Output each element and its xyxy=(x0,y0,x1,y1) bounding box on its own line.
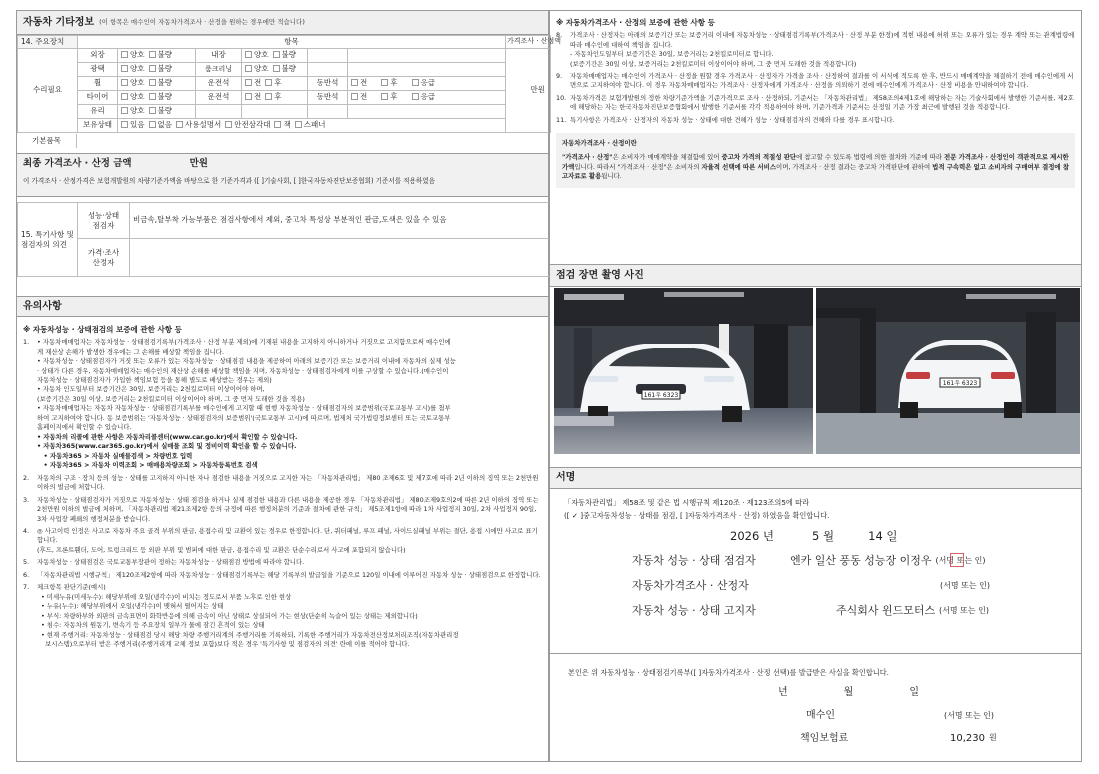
row-tire: 타이어 xyxy=(78,91,118,105)
photo-header xyxy=(550,264,1081,287)
guarantee-item-11: 11. 특기사항은 가격조사 · 산정자의 자동차 성능 · 상태에 대한 견해가 성능 · 상태점검자의 견해와 다를 경우 표시합니다. xyxy=(556,115,895,124)
note-body: "가격조사 · 산정"은 소비자가 매매계약을 체결함에 있어 중고차 가격의 적절성 판단에 참고할 수 있도록 법령에 의한 절차와 기준에 따라 전문 가격조사 · 산정인이 객관적으로 제시한 가액입니다. 따라서 "가격조사 · 산정"은 소비자의 자율적 선택에 따른 서비스이며, 가격조사 · 산정 결과는 중고차 가격판단에 관하여 법적 구속력은 없고 소비자의 구매여부 결정에 참고자료로 활용됩니다. xyxy=(562,152,1069,181)
main-devices-table: 14. 주요장치 항목 가격조사 · 산정액 수리필요 외장 양호 불량 내장 양호 불량 만원 광택 양호 불량 룸크리닝 양호 불량 휠 양호 불량 운전석 전 후 동반석 전 후 응급 타이어 양호 불량 운전석 전 후 동반석 전 후 응급 유리 양호 불량 보유상태 있음 없음 사용설명서 안전삼각대 잭 스패너 xyxy=(17,35,551,133)
row-wheel-driver: 운전석 xyxy=(196,77,242,91)
check-icon: ✓ xyxy=(571,510,578,520)
guarantee-section xyxy=(550,11,1081,125)
row-tire-passenger: 동반석 xyxy=(308,91,348,105)
sign-confirm-text: 중고자동차성능 · 상태를 점검, [ ]자동차가격조사 · 산정) 하였음을 확인합니다. xyxy=(583,510,830,520)
room-bad-checkbox[interactable] xyxy=(273,65,280,72)
tire-pass-front-checkbox[interactable] xyxy=(351,93,358,100)
row-tire-driver: 운전석 xyxy=(196,91,242,105)
plate-rear: 161우 6323 xyxy=(942,380,978,387)
inspector-name: 엔카 일산 풍동 성능장 이정우 xyxy=(790,553,932,567)
guarantee-item-8: 8. 가격조사 · 산정자는 아래의 보증기간 또는 보증거리 이내에 자동차성능 · 상태점검기록부(가격조사 · 산정 부분 한정)에 적힌 내용에 허위 또는 오류가 있는 경우 계약 또는 관계법령에 따라 매수인에 대하여 책임을 집니다. - 자동차인도일부터 보증기간은 30일, 보증거리는 2천킬로미터로 합니다. (보증기간은 30일 이상, 보증거리는 2천킬로미터 이상이어야 하며, 그 중 먼저 도래한 것을 적용합니다) xyxy=(556,31,1075,68)
perf-inspector-opinion: 비금속,탈부착 가능부품은 점검사항에서 제외, 중고차 특성상 부분적인 판금,도색은 있을 수 있음 xyxy=(130,203,550,239)
wheel-pass-front-checkbox[interactable] xyxy=(351,79,358,86)
section-subtitle: (이 항목은 매수인이 자동차가격조사 · 산정을 원하는 경우에만 적습니다) xyxy=(99,18,305,27)
repair-needed-label: 수리필요 xyxy=(18,49,78,133)
col-price-header: 가격조사 · 산정액 xyxy=(506,36,551,49)
spanner-checkbox[interactable] xyxy=(295,121,302,128)
premium-value: 10,230 xyxy=(950,732,985,744)
sign-date: 2026 년 5 월 14 일 xyxy=(730,529,898,544)
inspection-photo-front xyxy=(554,288,813,454)
final-price-unit: 만원 xyxy=(189,158,208,169)
row-wheel-passenger: 동반석 xyxy=(308,77,348,91)
caution-item-3: 3. 자동차성능 · 상태점검자가 거짓으로 자동차성능 · 상태 점검을 하거나 실제 점검한 내용과 다른 내용을 제공한 경우 「자동차관리법」 제80조제9호의2에 따른 2년 이하의 징역 또는 2천만원 이하의 벌금에 처하며, 「자동차관리법 제21조제2항 등의 규정에 따른 행정처분의 기준과 절차에 관한 규칙」 제5조제1항에 따라 1차 사업정지 30일, 2차 사업정지 90일, 3차 사업장 폐쇄의 행정처분을 받습니다. xyxy=(23,495,539,523)
triangle-checkbox[interactable] xyxy=(225,121,232,128)
left-column xyxy=(16,10,562,762)
final-price-box xyxy=(17,153,548,197)
tire-driver-rear-checkbox[interactable] xyxy=(265,93,272,100)
buyer-confirmation xyxy=(550,653,1081,745)
basic-items-label: 기본품목 xyxy=(17,134,77,148)
final-price-desc: 이 가격조사 · 산정가격은 보험개발원의 차량기준가액을 바탕으로 한 기준가격과 ([ ]기술사회, [ ]한국자동차진단보증협회) 기준서를 적용하였음 xyxy=(23,176,436,185)
signature-header xyxy=(550,467,1081,489)
row-gloss: 광택 xyxy=(78,63,118,77)
interior-good-checkbox[interactable] xyxy=(245,51,252,58)
room-good-checkbox[interactable] xyxy=(245,65,252,72)
row-wheel: 휠 xyxy=(78,77,118,91)
tire-pass-rear-checkbox[interactable] xyxy=(381,93,388,100)
photo-title: 점검 장면 촬영 사진 xyxy=(556,269,644,281)
glass-bad-checkbox[interactable] xyxy=(149,107,156,114)
sign-law-text: 「자동차관리법」 제58조 및 같은 법 시행규칙 제120조 · 제123조의5에 따라 xyxy=(564,498,810,507)
item14-label: 14. 주요장치 xyxy=(18,36,78,49)
exterior-bad-checkbox[interactable] xyxy=(149,51,156,58)
plate-front: 161우 6323 xyxy=(643,392,679,399)
row-roomcleaning: 룸크리닝 xyxy=(196,63,242,77)
other-info-header xyxy=(17,11,548,35)
final-price-title: 최종 가격조사 · 산정 금액 xyxy=(23,158,132,169)
right-column xyxy=(549,10,1082,762)
photo-area xyxy=(550,287,1081,464)
caution-item-7: 7. 체크항목 판단기준(예시) • 미세누유(미세누수): 해당부위에 오일(냉각수)이 비치는 정도로서 부품 노후로 인한 현상 • 누유(누수): 해당부위에서 오일(냉각수)이 맺혀서 떨어지는 상태 • 부식: 차량하부와 외판의 금속표면이 화학반응에 의해 금속이 아닌 상태로 상실되어 가는 현상(단순히 녹슬어 있는 상태는 제외합니다) • 침수: 자동차의 원동기, 변속기 등 주요장치 일부가 물에 잠긴 흔적이 있는 상태 • 현재 주행거리: 자동차성능 · 상태점검 당시 해당 차량 주행거리계의 주행거리를 기록하되, 기록한 주행거리가 자동차전산정보처리조직(자동차관리정 보시스템)으로부터 받은 주행거리(주행거리계 교체 정보 포함)보다 적은 경우 '특기사항 및 점검자의 의견' 란에 이를 적어야 합니다. xyxy=(23,583,459,649)
interior-bad-checkbox[interactable] xyxy=(273,51,280,58)
gloss-bad-checkbox[interactable] xyxy=(149,65,156,72)
wheel-good-checkbox[interactable] xyxy=(121,79,128,86)
appraiser-row: 자동차가격조사 · 산정자 (서명 또는 인) xyxy=(632,578,990,592)
col-item-header: 항목 xyxy=(78,36,506,49)
signature-title: 서명 xyxy=(556,472,576,484)
exterior-good-checkbox[interactable] xyxy=(121,51,128,58)
seal-stamp xyxy=(950,553,964,567)
basic-none-checkbox[interactable] xyxy=(149,121,156,128)
appraisal-note-box xyxy=(556,133,1075,187)
caution-header xyxy=(17,296,548,317)
inspection-photo-rear xyxy=(816,288,1080,454)
tire-good-checkbox[interactable] xyxy=(121,93,128,100)
signature-section: 「자동차관리법」 제58조 및 같은 법 시행규칙 제120조 · 제123조의5에 따라 ([ ✓ ]중고자동차성능 · 상태를 점검, [ ]자동차가격조사 · 산정) 하였음을 확인합니다. 2026 년 5 월 14 일 자동차 성능 · 상태 점검자 엔카 일산 풍동 성능장 이정우 (서명 또는 인) 자동차가격조사 · 산정자 (서명 또는 인) 자동차 성능 · 상태 고지자 주식회사 윈드모터스 (서명 또는 인) xyxy=(550,494,1081,618)
perf-inspector-label: 성능·상태 점검자 xyxy=(78,203,130,239)
price-appraiser-label: 가격·조사 산정자 xyxy=(78,239,130,277)
caution-item-6: 6. 「자동차관리법 시행규칙」 제120조제2항에 따라 자동차성능 · 상태점검기록부는 해당 기록부의 발급일을 기준으로 120일 이내에 이루어진 자동차 성능 · 상태점검으로 한정합니다. xyxy=(23,570,541,579)
notifier-row: 자동차 성능 · 상태 고지자 주식회사 윈드모터스 (서명 또는 인) xyxy=(632,603,989,617)
buyer-confirm-text: 본인은 위 자동차성능 · 상태점검기록부([ ]자동차가격조사 · 산정 선택)를 발급받은 사실을 확인합니다. xyxy=(568,668,889,677)
note-title: 자동차가격조사 · 산정이란 xyxy=(562,139,637,148)
wheel-bad-checkbox[interactable] xyxy=(149,79,156,86)
notifier-name: 주식회사 윈드모터스 xyxy=(836,603,936,617)
premium-row: 책임보험료 10,230 원 xyxy=(800,732,997,744)
price-unit: 만원 xyxy=(506,49,551,133)
inspector-row: 자동차 성능 · 상태 점검자 엔카 일산 풍동 성능장 이정우 (서명 또는 인) xyxy=(632,553,986,567)
tire-emergency-checkbox[interactable] xyxy=(412,93,419,100)
caution-item-1: 1. • 자동차매매업자는 자동차성능 · 상태점검기록부(가격조사 · 산정 부분 제외)에 기재된 내용을 고지하지 아니하거나 거짓으로 고지함으로써 매수인에 게 재산상 손해가 발생한 경우에는 그 손해를 배상할 책임을 집니다. • 자동차성능 · 상태점검자가 거짓 또는 오류가 있는 자동차성능 · 상태점검 내용을 제공하여 아래의 보증기간 또는 보증거리 이내에 자동차의 실제 성능 · 상태가 다른 경우, 자동차매매업자는 매수인의 재산상 손해를 배상할 책임을 지며, 자동차성능 · 상태점검자에게 이를 구상할 수 있습니다.(매수인이 자동차성능 · 상태점검자가 가입한 책임보험 등을 통해 별도로 배상받는 경우는 제외) • 자동차 인도일부터 보증기간은 30일, 보증거리는 2천킬로미터 이상이어야 하며, (보증기간은 30일 이상, 보증거리는 2천킬로미터 이상이어야 하며, 그 중 먼저 도래한 것을 적용) • 자동차매매업자는 자동차 자동차성능 · 상태점검기록부를 매수인에게 고지할 때 현행 자동차성능 · 상태점검자의 보증범위(국토교통부 고시)를 첨부 하여 고지하여야 합니다. 동 보증범위는 '자동차성능 · 상태점검자의 보증범위'(국토교통부 고시)에 따르며, 법제처 국가법령정보센터 또는 국토교통부 홈페이지에서 확인할 수 있습니다. • 자동차의 리콜에 관한 사항은 자동차리콜센터(www.car.go.kr)에서 확인할 수 있습니다. • 자동차365(www.car365.go.kr)에서 실매물 조회 및 정비이력 확인을 할 수 있습니다. • 자동차365 > 자동차 실매물검색 > 차량번호 입력 • 자동차365 > 자동차 이력조회 > 매매용차량조회 > 자동차등록번호 검색 xyxy=(23,338,456,470)
guarantee-item-10: 10. 자동차가격은 보험개발원의 정한 차량기준가액을 기준가격으로 조사 · 산정하되, 기준서는 「자동차관리법」 제58조의4제1호에 해당하는 자는 기술사회에서 발행한 기준서를, 제2호에 해당하는 자는 한국자동차진단보증협회에서 발행한 기준서를 각각 적용하여야 하며, 기준가격과 기준서는 산정일 기준 가장 최근에 발행된 것을 적용합니다. xyxy=(556,93,1074,112)
tire-bad-checkbox[interactable] xyxy=(149,93,156,100)
guarantee-title: ※ 자동차가격조사 · 산정의 보증에 관한 사항 등 xyxy=(556,18,715,27)
basic-have-checkbox[interactable] xyxy=(121,121,128,128)
caution-item-5: 5. 자동차성능 · 상태점검은 국토교통부장관이 정하는 자동차성능 · 상태점검 방법에 따라야 합니다. xyxy=(23,558,305,567)
buyer-row: 매수인 (서명 또는 인) xyxy=(806,710,994,722)
basic-status-label: 보유상태 xyxy=(78,119,118,133)
caution-item-2: 2. 자동차의 구조 · 장치 등의 성능 · 상태를 고지하지 아니한 자나 점검한 내용을 거짓으로 고지한 자는 「자동차관리법」 제80 조제6호 및 제7호에 따라 2년 이하의 징역 또는 2천만원 이하의 벌금에 처합니다. xyxy=(23,473,539,492)
wheel-driver-rear-checkbox[interactable] xyxy=(265,79,272,86)
price-appraiser-opinion xyxy=(130,239,550,277)
caution-subtitle: ※ 자동차성능 · 상태점검의 보증에 관한 사항 등 xyxy=(23,325,182,334)
opinion-label: 15. 특기사항 및 점검자의 의견 xyxy=(18,203,78,277)
wheel-pass-rear-checkbox[interactable] xyxy=(381,79,388,86)
tire-driver-front-checkbox[interactable] xyxy=(245,93,252,100)
wheel-driver-front-checkbox[interactable] xyxy=(245,79,252,86)
opinion-table xyxy=(17,202,550,277)
row-interior: 내장 xyxy=(196,49,242,63)
glass-good-checkbox[interactable] xyxy=(121,107,128,114)
caution-title: 유의사항 xyxy=(23,300,62,312)
section-title: 자동차 기타정보 xyxy=(23,16,95,28)
guarantee-item-9: 9. 자동차매매업자는 매수인이 가격조사 · 산정을 원할 경우 가격조사 · 산정자가 가격을 조사 · 산정하여 결과를 이 서식에 적도록 한 후, 반드시 매매계약을 체결하기 전에 매수인에게 서면으로 고지하여야 합니다. 이 경우 자동차매매업자는 가격조사 · 산정자에게 가격조사 · 산정을 의뢰하기 전에 매수인에게 가격조사 · 산정 비용을 안내하여야 합니다. xyxy=(556,71,1074,90)
caution-item-4: 4. ◎ 사고이력 인정은 사고로 자동차 주요 골격 부위의 판금, 용접수리 및 교환이 있는 경우로 한정합니다. 단, 쿼터패널, 루프 패널, 사이드실패널 부위는 절단, 용접 시에만 사고로 표기합니다. (후드, 프론트휀더, 도어, 트렁크리드 등 외판 부위 및 범퍼에 대한 판금, 용접수리 및 교환은 단순수리로서 사고에 포함되지 않습니다) xyxy=(23,527,538,554)
row-exterior: 외장 xyxy=(78,49,118,63)
gloss-good-checkbox[interactable] xyxy=(121,65,128,72)
buyer-date: 년 월 일 xyxy=(778,686,920,698)
wheel-emergency-checkbox[interactable] xyxy=(412,79,419,86)
manual-checkbox[interactable] xyxy=(176,121,183,128)
jack-checkbox[interactable] xyxy=(274,121,281,128)
row-glass: 유리 xyxy=(78,105,118,119)
caution-list xyxy=(17,320,548,650)
